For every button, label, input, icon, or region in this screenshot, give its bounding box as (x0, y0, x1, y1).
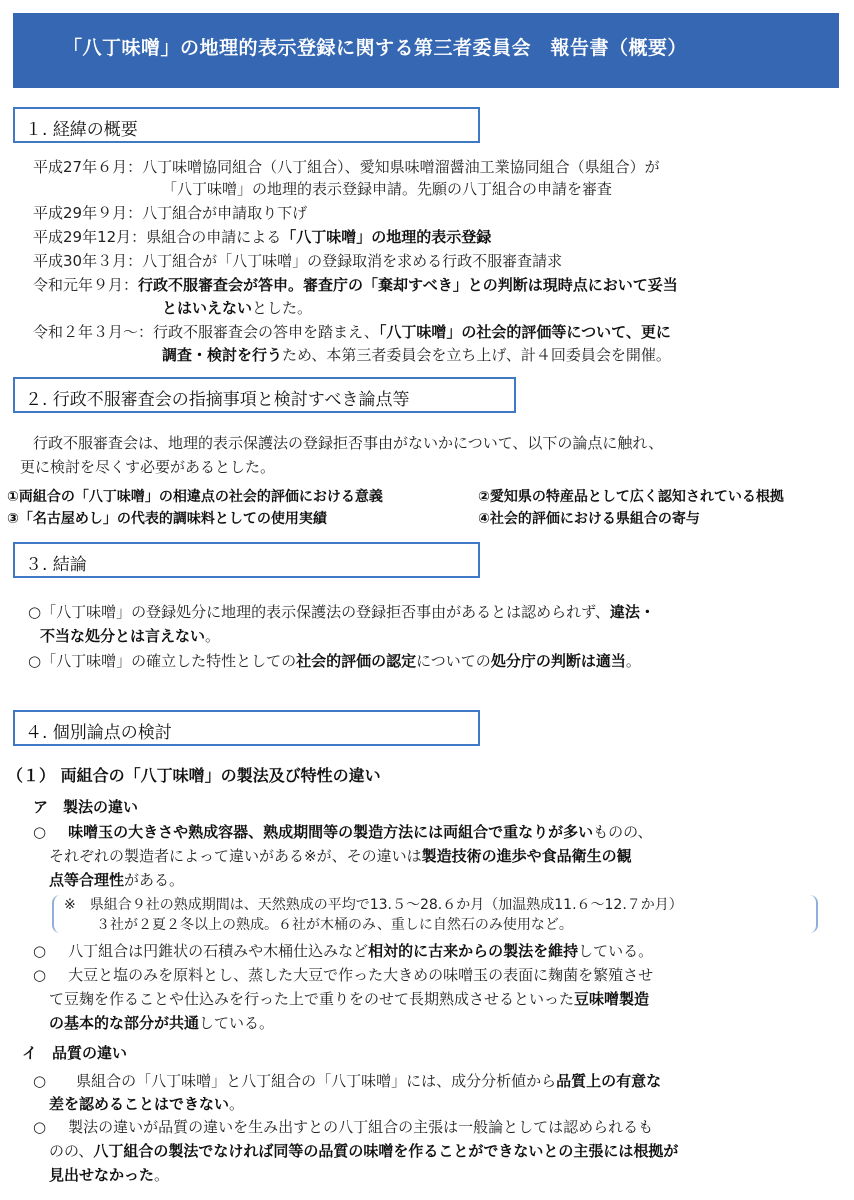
detail-i1-b: 品質上の有意な (556, 1072, 662, 1090)
conclusion-1-cont (40, 626, 220, 646)
detail-i2-b: のの、 (49, 1142, 94, 1160)
history-text-4: 八丁組合が「八丁味噌」の登録取消を求める行政不服審査請求 (142, 252, 563, 270)
detail-a1-b: ものの、 (593, 823, 653, 841)
history-item-6-cont (162, 345, 671, 365)
section-2-label: ２. 行政不服審査会の指摘事項と検討すべき論点等 (25, 390, 410, 410)
section-1-header (13, 107, 480, 143)
note-mark: ※ (64, 897, 76, 913)
history-date-1: 平成27年６月： (33, 158, 143, 176)
detail-a2 (33, 941, 653, 961)
history-item-5-cont (162, 298, 312, 318)
detail-a1-a: 味噌玉の大きさや熟成容器、熟成期間等の製造方法には両組合で重なりが多い (68, 823, 594, 841)
conclusion-1 (28, 602, 655, 622)
review-intro-1: 行政不服審査会は、地理的表示保護法の登録拒否事由がないかについて、以下の論点に触れ、 (33, 434, 664, 452)
detail-subheading-1-text: （１） 両組合の「八丁味噌」の製法及び特性の違い (7, 766, 381, 785)
history-text-1: 八丁味噌協同組合（八丁組合）、愛知県味噌溜醤油工業協同組合（県組合）が (142, 158, 660, 176)
detail-i-heading (22, 1043, 127, 1063)
detail-a-heading (33, 797, 138, 817)
history-item-2 (33, 203, 307, 223)
review-intro-line-2 (20, 457, 275, 477)
review-point-3-text: ③「名古屋めし」の代表的調味料としての使用実績 (7, 511, 327, 527)
detail-a3-e: している。 (199, 1014, 275, 1032)
detail-a1-d: 製造技術の進歩や食品衛生の観 (421, 847, 632, 865)
section-4-label: ４. 個別論点の検討 (25, 723, 172, 743)
detail-a1-e: 点等合理性 (49, 871, 125, 889)
conclusion-1c: 不当な処分とは言えない (40, 627, 206, 645)
detail-i2-cont-2 (49, 1165, 169, 1185)
detail-i2-cont (49, 1141, 678, 1161)
detail-a-heading-text: ア 製法の違い (33, 798, 139, 816)
bullet-circle: ○ (33, 1072, 47, 1090)
detail-note-2-text: ３社が２夏２冬以上の熟成。６社が木桶のみ、重しに自然石のみ使用など。 (96, 917, 573, 933)
history-text-6b: 「八丁味噌」の社会的評価等について、更に (378, 323, 671, 341)
history-text-5-cont-b: とした。 (252, 299, 313, 317)
detail-a3-a: 大豆と塩のみを原料とし、蒸した大豆で作った大きめの味噌玉の表面に麹菌を繁殖させ (68, 966, 654, 984)
detail-i2-a: 製法の違いが品質の違いを生み出すとの八丁組合の主張は一般論としては認められるも (68, 1118, 654, 1136)
review-point-4 (478, 509, 700, 529)
review-point-3 (7, 509, 327, 529)
conclusion-2d: 処分庁の判断は適当 (490, 652, 626, 670)
detail-a3-d: の基本的な部分が共通 (49, 1014, 200, 1032)
section-1-label: １. 経緯の概要 (25, 120, 138, 140)
history-text-5: 行政不服審査会が答申。審査庁の「棄却すべき」との判断は現時点において妥当 (138, 276, 678, 294)
detail-note-2 (96, 915, 573, 935)
section-3-label: ３. 結論 (25, 555, 87, 575)
history-date-3: 平成29年12月： (33, 228, 147, 246)
conclusion-2a: ○「八丁味噌」の確立した特性としての (28, 652, 297, 670)
detail-i2-d: 見出せなかった (49, 1166, 155, 1184)
review-point-4-text: ④社会的評価における県組合の寄与 (478, 511, 700, 527)
review-intro-line-1 (33, 433, 663, 453)
detail-a1-cont (49, 846, 632, 866)
conclusion-1d: 。 (205, 627, 221, 645)
detail-i1 (33, 1071, 661, 1091)
history-text-5-cont-a: とはいえない (162, 299, 253, 317)
detail-i2 (33, 1117, 653, 1137)
conclusion-2c: についての (416, 652, 491, 670)
detail-i2-e: 。 (154, 1166, 170, 1184)
page-title: 「八丁味噌」の地理的表示登録に関する第三者委員会 報告書（概要） (63, 37, 688, 59)
detail-a3-c: 豆味噌製造 (574, 990, 650, 1008)
history-text-6-cont-b: ため、本第三者委員会を立ち上げ、計４回委員会を開催。 (282, 346, 671, 364)
history-item-1 (33, 157, 660, 177)
bullet-circle: ○ (33, 966, 47, 984)
detail-i-heading-text: イ 品質の違い (22, 1044, 128, 1062)
section-3-header (13, 542, 480, 578)
history-text-3b: 「八丁味噌」の地理的表示登録 (281, 228, 492, 246)
history-date-6: 令和２年３月～： (33, 323, 154, 341)
detail-i1-cont (49, 1094, 244, 1114)
detail-i1-c: 差を認めることはできない (49, 1095, 230, 1113)
review-point-1-text: ①両組合の「八丁味噌」の相違点の社会的評価における意義 (7, 489, 383, 505)
history-text-2: 八丁組合が申請取り下げ (142, 204, 308, 222)
history-item-4 (33, 251, 562, 271)
detail-a3-cont (49, 989, 649, 1009)
review-intro-2: 更に検討を尽くす必要があるとした。 (20, 458, 276, 476)
review-point-2 (478, 487, 784, 507)
review-point-2-text: ②愛知県の特産品として広く認知されている根拠 (478, 489, 784, 505)
detail-a1-cont-2 (49, 870, 184, 890)
detail-a1-c: それぞれの製造者によって違いがある※が、その違いは (49, 847, 422, 865)
detail-a1-f: がある。 (124, 871, 185, 889)
conclusion-1a: ○「八丁味噌」の登録処分に地理的表示保護法の登録拒否事由があるとは認められず、 (28, 603, 610, 621)
conclusion-2b: 社会的評価の認定 (296, 652, 417, 670)
detail-subheading-1 (7, 766, 381, 786)
detail-i2-c: 八丁組合の製法でなければ同等の品質の味噌を作ることができないとの主張には根拠が (93, 1142, 679, 1160)
detail-a3-cont-2 (49, 1013, 274, 1033)
detail-note-1-text: 県組合９社の熟成期間は、天然熟成の平均で13.５～28.６か月（加温熟成11.６～12.７か月） (89, 897, 683, 913)
detail-a2-c: している。 (578, 942, 654, 960)
history-date-5: 令和元年９月： (33, 276, 139, 294)
bullet-circle: ○ (33, 942, 47, 960)
bullet-circle: ○ (33, 823, 47, 841)
conclusion-1b: 違法・ (609, 603, 655, 621)
detail-i1-d: 。 (229, 1095, 245, 1113)
history-text-6a: 行政不服審査会の答申を踏まえ、 (153, 323, 379, 341)
review-point-1 (7, 487, 383, 507)
detail-a1 (33, 822, 653, 842)
conclusion-2 (28, 651, 641, 671)
detail-a2-b: 相対的に古来からの製法を維持 (368, 942, 579, 960)
detail-a3 (33, 965, 653, 985)
history-text-3a: 県組合の申請による (146, 228, 282, 246)
conclusion-2e: 。 (625, 652, 641, 670)
bullet-circle: ○ (33, 1118, 47, 1136)
title-banner (13, 13, 839, 88)
history-date-4: 平成30年３月： (33, 252, 143, 270)
detail-note-1 (64, 895, 683, 915)
history-item-6 (33, 322, 671, 342)
detail-a3-b: て豆麹を作ることや仕込みを行った上で重りをのせて長期熟成させるといった (49, 990, 575, 1008)
detail-i1-a: 県組合の「八丁味噌」と八丁組合の「八丁味噌」には、成分分析値から (76, 1072, 557, 1090)
history-text-6-cont-a: 調査・検討を行う (162, 346, 283, 364)
detail-a2-a: 八丁組合は円錐状の石積みや木桶仕込みなど (68, 942, 369, 960)
history-item-5 (33, 275, 678, 295)
history-date-2: 平成29年９月： (33, 204, 143, 222)
section-4-header (13, 710, 480, 746)
section-2-header (13, 377, 516, 413)
history-item-3 (33, 227, 491, 247)
history-text-1-cont: 「八丁味噌」の地理的表示登録申請。先願の八丁組合の申請を審査 (162, 180, 613, 198)
history-item-1-cont (162, 179, 612, 199)
